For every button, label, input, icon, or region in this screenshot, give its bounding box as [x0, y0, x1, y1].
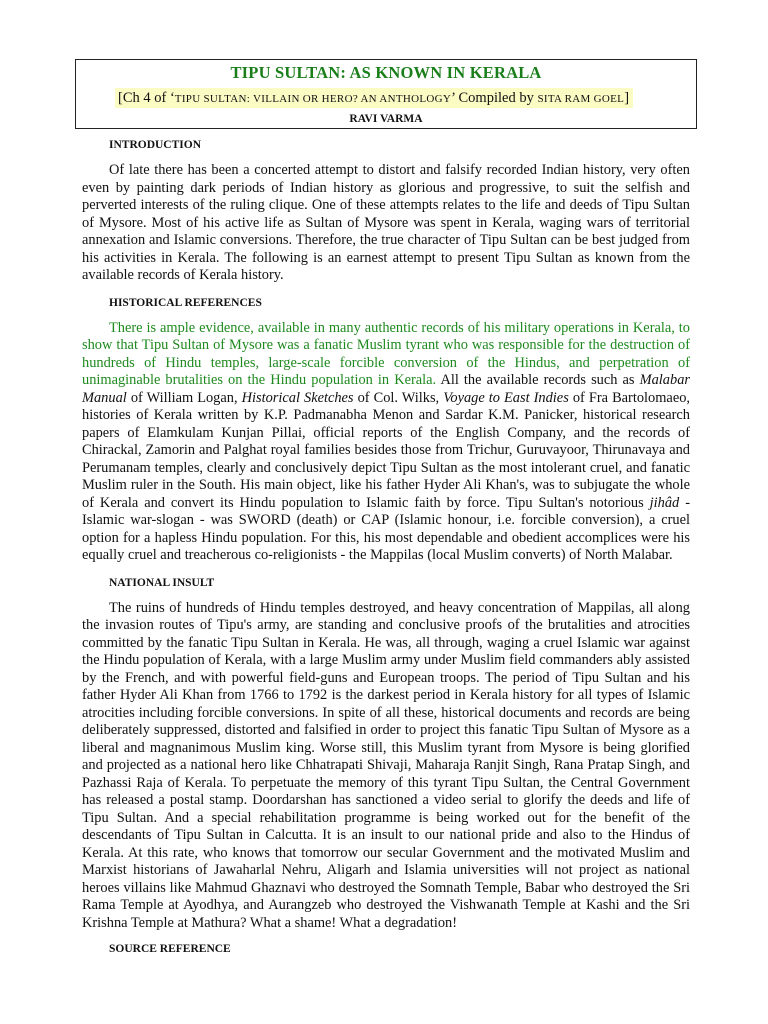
book-title: TIPU SULTAN: VILLAIN OR HERO? AN ANTHOLOGY — [174, 93, 452, 105]
title-box — [75, 59, 697, 129]
paragraph-introduction: Of late there has been a concerted attempt to distort and falsify recorded Indian history, very often even by painting dark periods of Indian history as glorious and progressive, to suit the selfish and perverted interests of the ruling clique. One of these attempts relates to the life and deeds of Tipu Sultan of Mysore. Most of his active life as Sultan of Mysore was spent in Kerala, waging wars of territorial annexation and Islamic conversions. Therefore, the true character of Tipu Sultan can be best judged from his activities in Kerala. The following is an earnest attempt to present Tipu Sultan as known from the available records of Kerala history. — [82, 162, 690, 283]
document-body — [82, 137, 690, 957]
section-heading-national-insult: NATIONAL INSULT — [109, 576, 215, 589]
text-run: - Islamic war-slogan - was SWORD (death) or CAP (Islamic honour, i.e. forcible conversion), a cruel option for a hapless Hindu population. For this, his most dependable and obedient accomplices were his equally cruel and treacherous co-religionists - the Mappilas (local Muslim converts) of North Malabar. — [82, 494, 690, 563]
chapter-mid: ’ Compiled by — [451, 90, 538, 106]
document-title: TIPU SULTAN: AS KNOWN IN KERALA — [230, 63, 542, 82]
paragraph-historical-references — [82, 320, 690, 565]
author-name: RAVI VARMA — [349, 113, 423, 125]
text-run: All the available records such as — [436, 372, 640, 388]
chapter-suffix: ] — [624, 90, 630, 106]
citation-malabar-manual: Malabar Manual — [82, 372, 690, 406]
text-run: of William Logan, — [126, 389, 242, 406]
text-run: of Fra Bartolomaeo, histories of Kerala written by K.P. Padmanabha Menon and Sardar K.M. Panicker, historical research papers of Elamkulam Kunjan Pillai, official reports of the English Company, and the records of Chirackal, Zamorin and Palghat royal families besides those from Trichur, Guruvayoor, Thirunavaya and Perumanam temples, clearly and conclusively depict Tipu Sultan as the most intolerant cruel, and fanatic Muslim ruler in the South. His main object, like his father Hyder Ali Khan's, was to subjugate the whole of Kerala and convert its Hindu population to Islamic faith by force. Tipu Sultan's notorious — [82, 389, 690, 511]
section-heading-historical-references: HISTORICAL REFERENCES — [109, 296, 262, 309]
chapter-prefix: [Ch 4 of ‘ — [118, 90, 175, 106]
citation-voyage-to-east-indies: Voyage to East Indies — [443, 389, 569, 406]
term-jihad: jihâd — [649, 494, 680, 511]
citation-historical-sketches: Historical Sketches — [241, 389, 354, 406]
highlighted-claim: There is ample evidence, available in many authentic records of his military operations in Kerala, to show that Tipu Sultan of Mysore was a fanatic Muslim tyrant who was responsible for the destruction of hundreds of Hindu temples, large-scale forcible conversion of the Hindus, and perpetration of unimaginable brutalities on the Hindu population in Kerala. — [82, 319, 690, 388]
section-heading-source-reference: SOURCE REFERENCE — [109, 943, 231, 955]
section-heading-introduction: INTRODUCTION — [109, 139, 202, 151]
text-run: of Col. Wilks, — [353, 389, 444, 406]
paragraph-national-insult: The ruins of hundreds of Hindu temples destroyed, and heavy concentration of Mappilas, all along the invasion routes of Tipu's army, are standing and conclusive proofs of the brutalities and atrocities committed by the fanatic Tipu Sultan in Kerala. He was, all through, waging a cruel Islamic war against the Hindu population of Kerala, with a large Muslim army under Muslim field commanders ably assisted by the French, and with powerful field-guns and European troops. The period of Tipu Sultan and his father Hyder Ali Khan from 1766 to 1792 is the darkest period in Kerala history for all types of Islamic atrocities including forcible conversions. In spite of all these, historical documents and records are being deliberately suppressed, distorted and falsified in order to project this fanatic Tipu Sultan of Mysore as a liberal and magnanimous Muslim king. Worse still, this Muslim tyrant from Mysore is being glorified and projected as a national hero like Chhatrapati Shivaji, Maharaja Ranjit Singh, Rana Pratap Singh, and Pazhassi Raja of Kerala. To perpetuate the memory of this tyrant Tipu Sultan, the Central Government has released a postal stamp. Doordarshan has sanctioned a video serial to glorify the deeds and life of Tipu Sultan. And a special rehabilitation programme is being worked out for the benefit of the descendants of Tipu Sultan in Calcutta. It is an insult to our national pride and also to the Hindus of Kerala. At this rate, who knows that tomorrow our secular Government and the motivated Muslim and Marxist historians of Jawaharlal Nehru, Aligarh and Islamia universities will not project as national heroes villains like Mahmud Ghaznavi who destroyed the Somnath Temple, Babar who destroyed the Sri Rama Temple at Ayodhya, and Aurangzeb who destroyed the Vishwanath Temple at Kashi and the Sri Krishna Temple at Mathura? What a shame! What a degradation! — [82, 599, 690, 931]
chapter-citation — [115, 88, 633, 108]
compiler-name: SITA RAM GOEL — [537, 93, 625, 105]
